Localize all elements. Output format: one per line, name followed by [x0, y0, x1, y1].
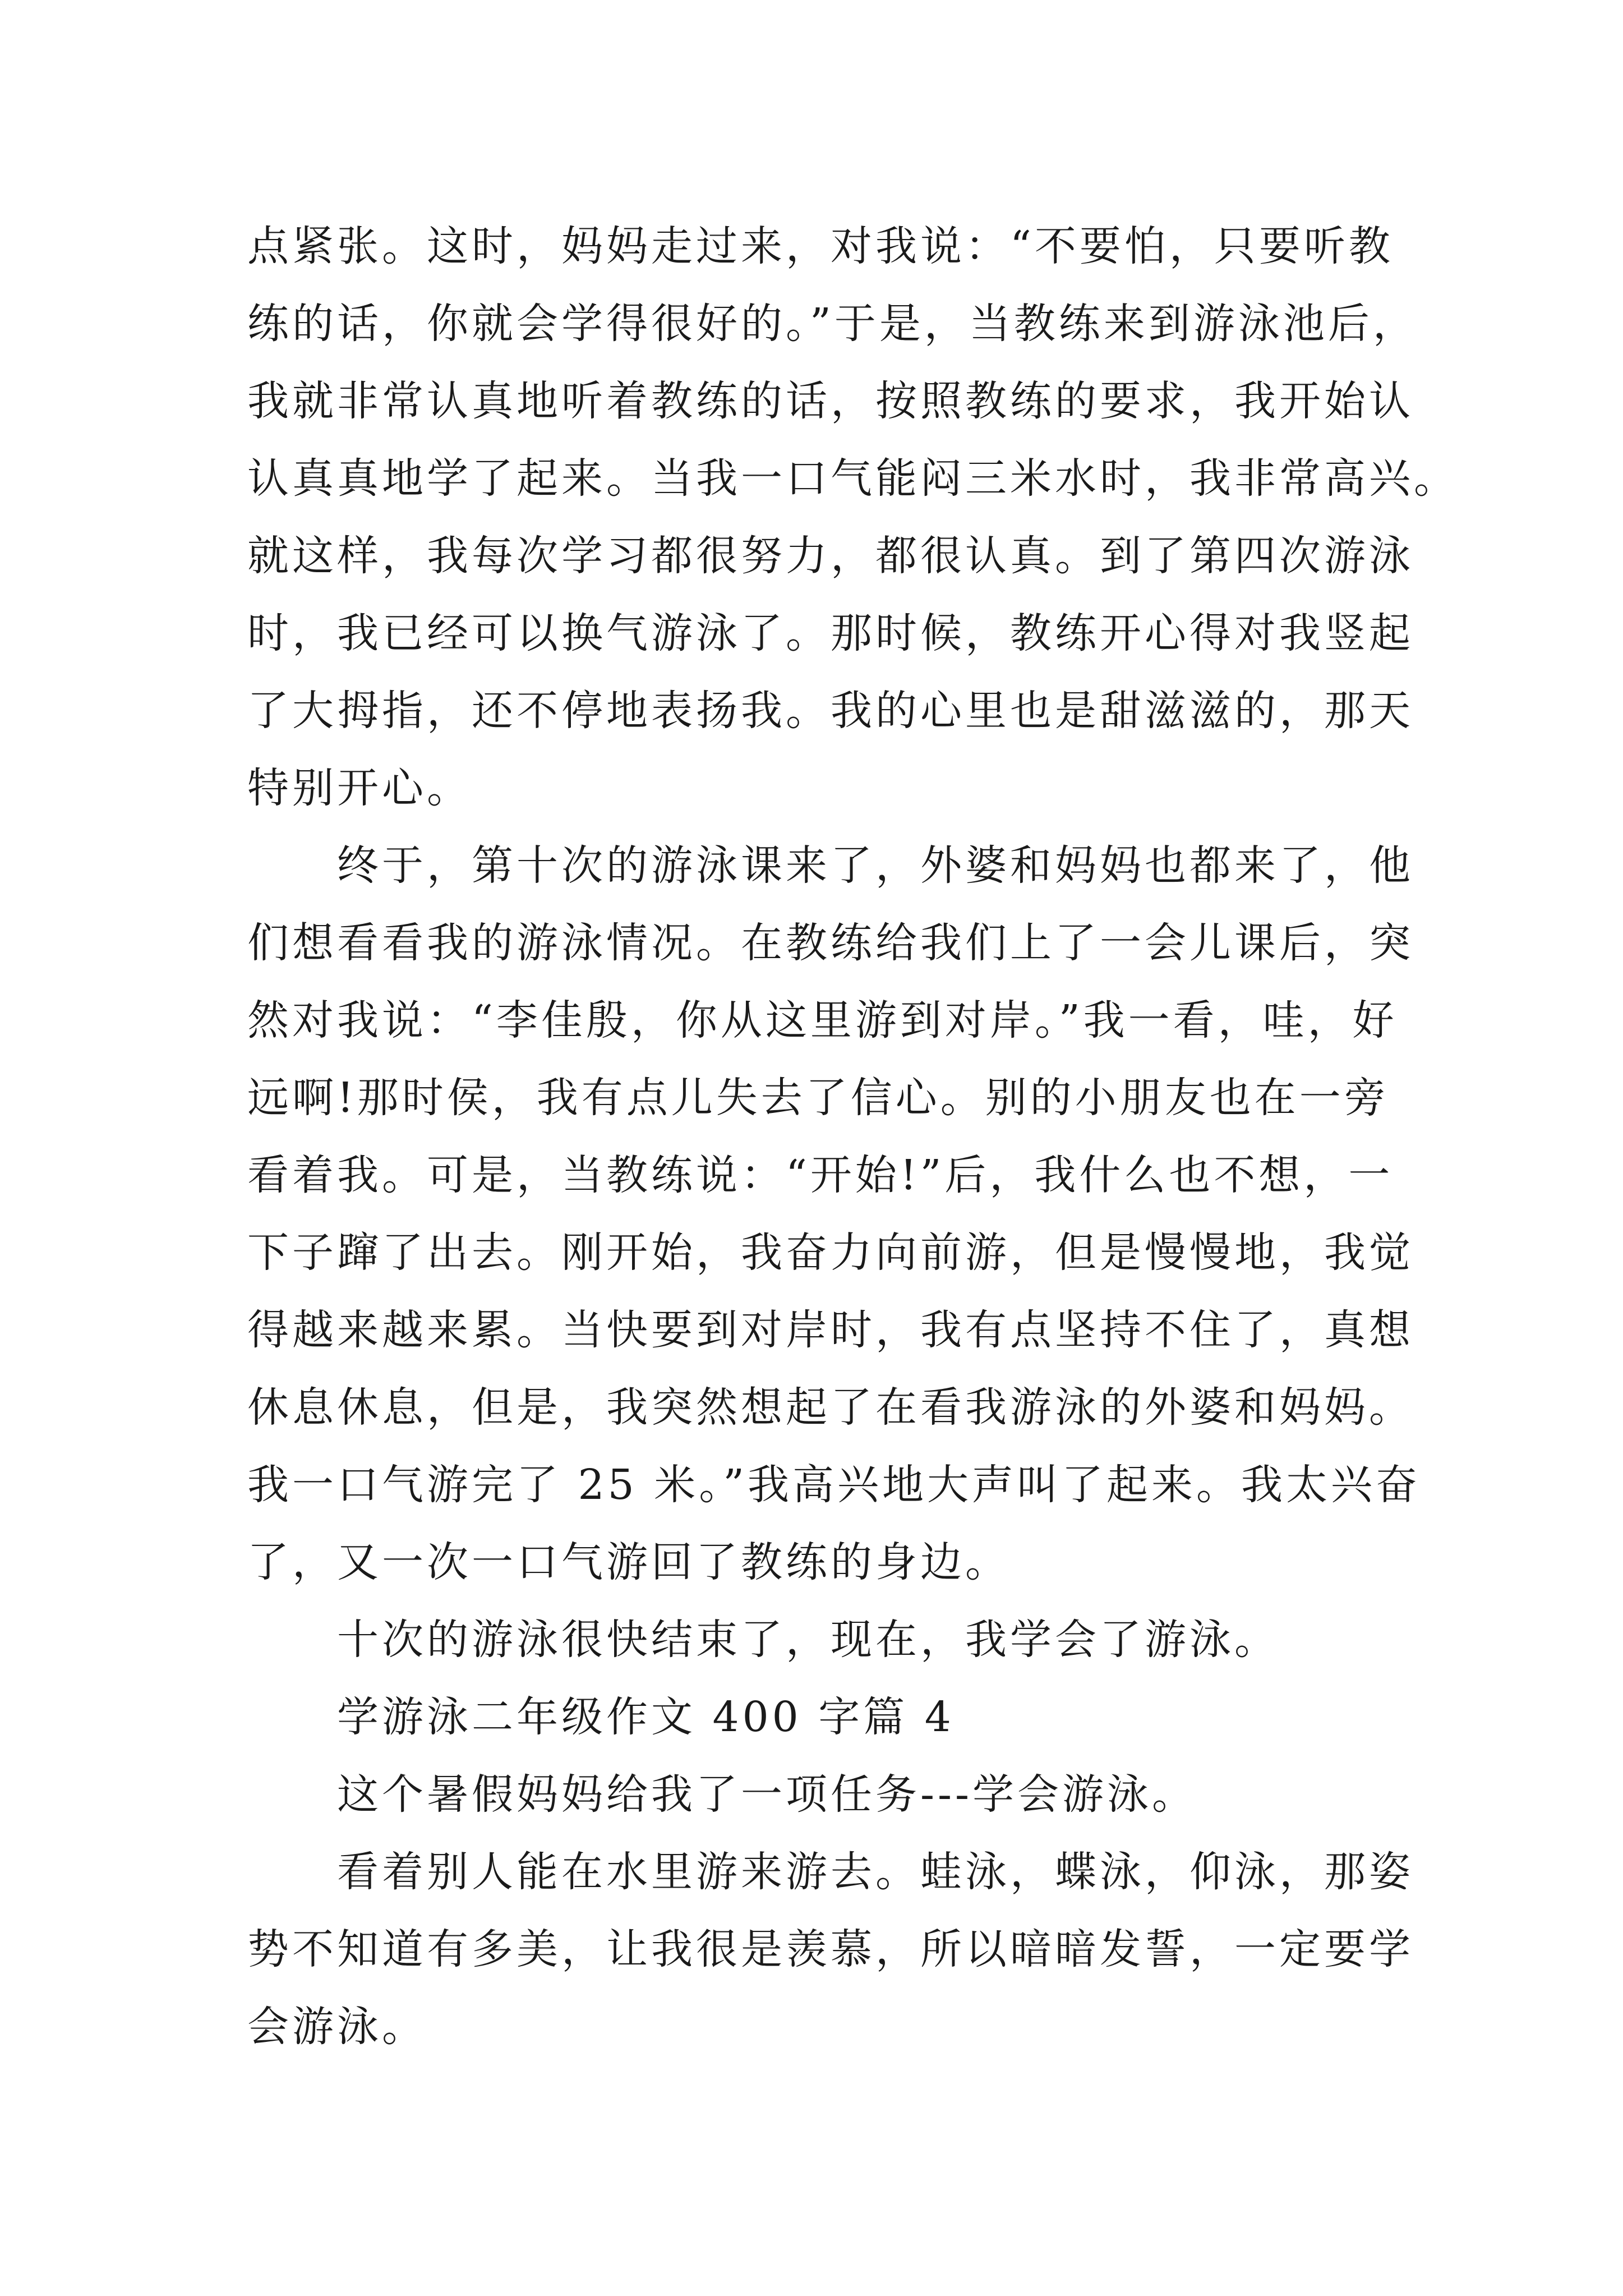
text-line: 会游泳。 — [247, 2003, 427, 2051]
text-line: 练的话，你就会学得很好的。”于是，当教练来到游泳池后， — [247, 300, 1418, 348]
paragraph-first-line: 十次的游泳很快结束了，现在，我学会了游泳。 — [337, 1616, 1279, 1664]
text-line: 就这样，我每次学习都很努力，都很认真。到了第四次游泳 — [247, 532, 1414, 580]
text-line: 点紧张。这时，妈妈走过来，对我说：“不要怕，只要听教 — [247, 222, 1394, 270]
text-line: 势不知道有多美，让我很是羡慕，所以暗暗发誓，一定要学 — [247, 1925, 1414, 1973]
text-line: 我就非常认真地听着教练的话，按照教练的要求，我开始认 — [247, 377, 1414, 425]
text-line: 看着我。可是，当教练说：“开始!”后，我什么也不想，一 — [247, 1151, 1394, 1199]
text-line: 我一口气游完了 25 米。”我高兴地大声叫了起来。我太兴奋 — [247, 1461, 1421, 1509]
paragraph-first-line: 这个暑假妈妈给我了一项任务---学会游泳。 — [337, 1770, 1197, 1819]
paragraph-first-line: 学游泳二年级作文 400 字篇 4 — [337, 1693, 955, 1741]
text-line: 然对我说：“李佳殷，你从这里游到对岸。”我一看，哇，好 — [247, 996, 1398, 1045]
text-line: 下子蹿了出去。刚开始，我奋力向前游，但是慢慢地，我觉 — [247, 1228, 1414, 1277]
paragraph-first-line: 看着别人能在水里游来游去。蛙泳，蝶泳，仰泳，那姿 — [337, 1848, 1414, 1896]
text-line: 远啊!那时侯，我有点儿失去了信心。别的小朋友也在一旁 — [247, 1074, 1389, 1122]
text-line: 时，我已经可以换气游泳了。那时候，教练开心得对我竖起 — [247, 609, 1414, 657]
essay-text — [247, 208, 1459, 2065]
text-line: 了大拇指，还不停地表扬我。我的心里也是甜滋滋的，那天 — [247, 687, 1414, 735]
text-line: 休息休息，但是，我突然想起了在看我游泳的外婆和妈妈。 — [247, 1383, 1414, 1432]
text-line: 们想看看我的游泳情况。在教练给我们上了一会儿课后，突 — [247, 919, 1414, 967]
text-line: 特别开心。 — [247, 764, 472, 812]
text-line: 了，又一次一口气游回了教练的身边。 — [247, 1538, 1010, 1586]
text-line: 认真真地学了起来。当我一口气能闷三米水时，我非常高兴。 — [247, 454, 1459, 503]
paragraph-first-line: 终于，第十次的游泳课来了，外婆和妈妈也都来了，他 — [337, 841, 1414, 890]
text-line: 得越来越来累。当快要到对岸时，我有点坚持不住了，真想 — [247, 1306, 1414, 1354]
